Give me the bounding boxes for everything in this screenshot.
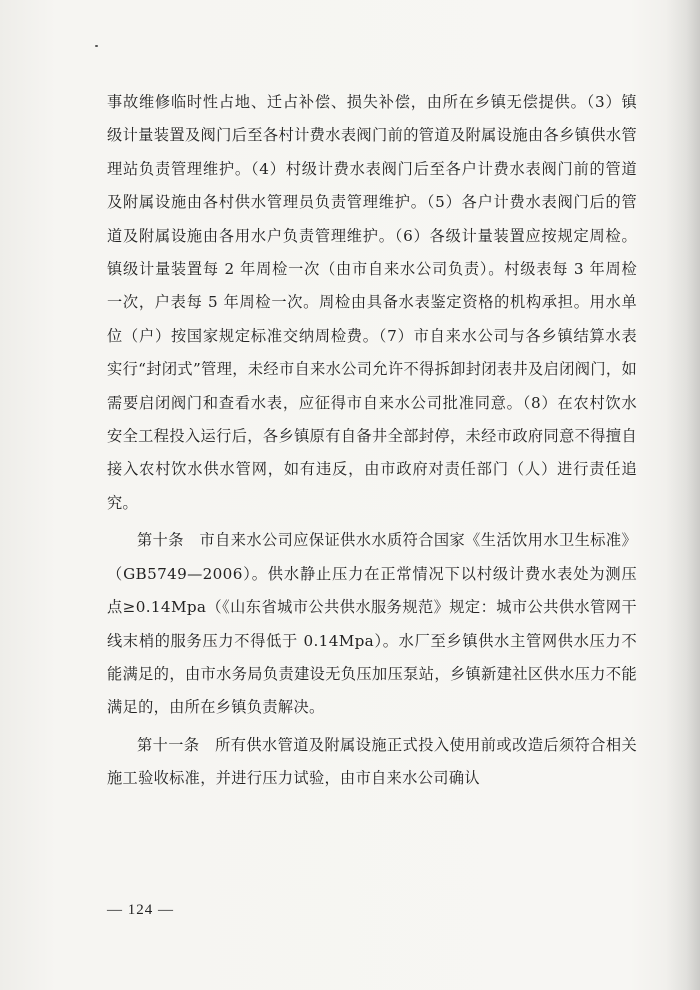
scan-speck <box>95 45 98 47</box>
article-11-paragraph: 第十一条 所有供水管道及附属设施正式投入使用前或改造后须符合相关施工验收标准，并进行压力试验，由市自来水公司确认 <box>107 735 637 788</box>
page-number: — 124 — <box>107 902 174 918</box>
article-10-paragraph: 第十条 市自来水公司应保证供水水质符合国家《生活饮用水卫生标准》（GB5749—2006）。供水静止压力在正常情况下以村级计费水表处为测压点≥0.14Mpa（《山东省城市公共供水服务规范》规定：城市公共供水管网干线末梢的服务压力不得低于 0.14Mpa）。水厂至乡镇供水主管网供水压力不能满足的，由市水务局负责建设无负压加压泵站，乡镇新建社区供水压力不能满足的，由所在乡镇负责解决。 <box>107 531 637 717</box>
page-edge-shadow <box>666 0 700 990</box>
paragraph-continued: 事故维修临时性占地、迁占补偿、损失补偿，由所在乡镇无偿提供。（3）镇级计量装置及阀门后至各村计费水表阀门前的管道及附属设施由各乡镇供水管理站负责管理维护。（4）村级计费水表阀门后至各户计费水表阀门前的管道及附属设施由各村供水管理员负责管理维护。（5）各户计费水表阀门后的管道及附属设施由各用水户负责管理维护。（6）各级计量装置应按规定周检。镇级计量装置每 2 年周检一次（由市自来水公司负责）。村级表每 3 年周检一次，户表每 5 年周检一次。周检由具备水表鉴定资格的机构承担。用水单位（户）按国家规定标准交纳周检费。（7）市自来水公司与各乡镇结算水表实行“封闭式”管理，未经市自来水公司允许不得拆卸封闭表井及启闭阀门，如需要启闭阀门和查看水表，应征得市自来水公司批准同意。（8）在农村饮水安全工程投入运行后，各乡镇原有自备井全部封停，未经市政府同意不得擅自接入农村饮水供水管网，如有违反，由市政府对责任部门（人）进行责任追究。 <box>107 93 637 512</box>
body-text <box>107 86 637 796</box>
